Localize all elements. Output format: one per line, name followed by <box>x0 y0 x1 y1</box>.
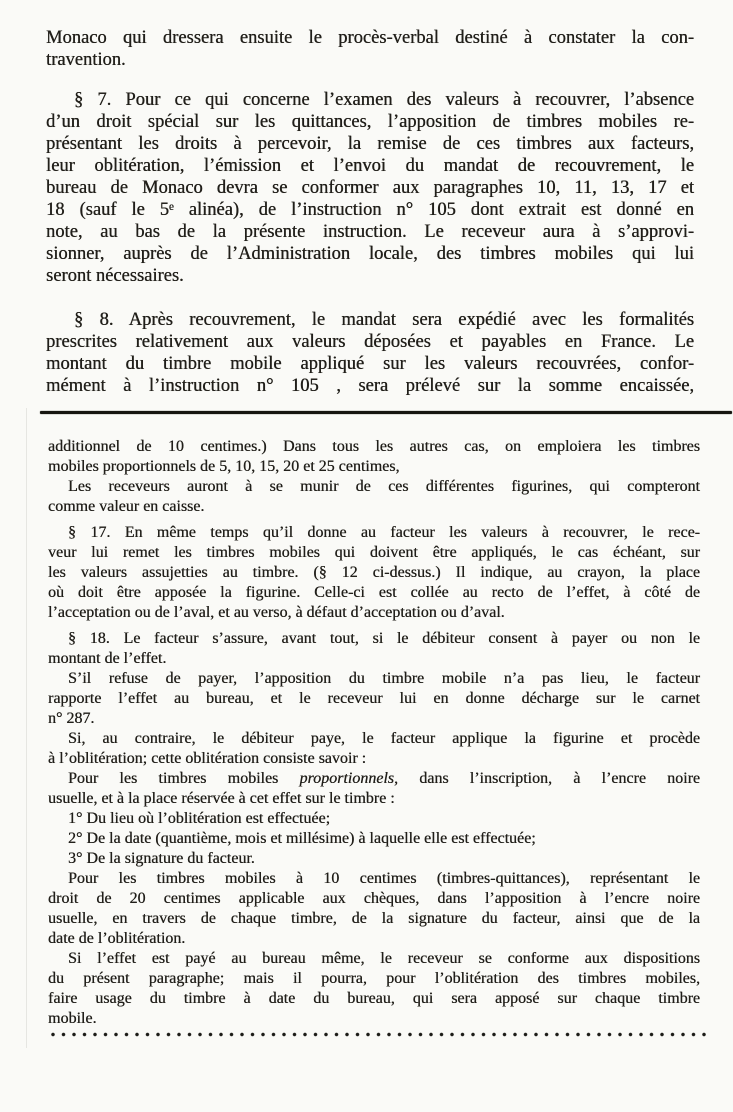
text-line: Pour les timbres mobiles à 10 centimes (timbres-quittances), représentant le <box>68 870 700 887</box>
footnote-block <box>48 437 700 1029</box>
text-line: § 17. En même temps qu’il donne au facteur les valeurs à recouvrer, le rece- <box>68 524 700 541</box>
text-line: additionnel de 10 centimes.) Dans tous les autres cas, on emploiera les timbres <box>48 438 700 455</box>
footnote-item-1 <box>48 809 700 829</box>
text-line: leur oblitération, l’émission et l’envoi du mandat de recouvrement, le <box>46 156 694 176</box>
text-line: seront nécessaires. <box>46 266 184 286</box>
text-line: les valeurs assujetties au timbre. (§ 12 ci-dessus.) Il indique, au crayon, la place <box>48 564 700 581</box>
text-line: droit de 20 centimes applicable aux chèques, dans l’apposition à l’encre noire <box>48 890 700 907</box>
text-line: d’un droit spécial sur les quittances, l’apposition de timbres mobiles re- <box>46 112 694 132</box>
text-line: comme valeur en caisse. <box>48 498 205 515</box>
footnote-paragraph-bureau <box>48 949 700 1029</box>
text-line: prescrites relativement aux valeurs déposées et payables en France. Le <box>46 332 694 352</box>
footnote-paragraph-receveurs <box>48 477 700 517</box>
text-line: 2° De la date (quantième, mois et millésime) à laquelle elle est effectuée; <box>68 830 536 847</box>
footnote-paragraph-proportionnels <box>48 769 700 809</box>
text-line: Si, au contraire, le débiteur paye, le facteur applique la figurine et procède <box>68 730 700 747</box>
paragraph-section-7 <box>46 89 694 287</box>
text-line: Si l’effet est payé au bureau même, le receveur se conforme aux dispositions <box>68 950 700 967</box>
scan-artifact-line <box>26 408 27 1048</box>
text-line: où doit être apposée la figurine. Celle-ci est collée au recto de l’effet, à côté de <box>48 584 700 601</box>
text-line: § 8. Après recouvrement, le mandat sera expédié avec les formalités <box>74 310 694 330</box>
text-line: mobiles proportionnels de 5, 10, 15, 20 et 25 centimes, <box>48 458 400 475</box>
dotted-separator <box>50 1030 712 1039</box>
text-line: 18 (sauf le 5ᵉ alinéa), de l’instruction n° 105 dont extrait est donné en <box>46 200 694 220</box>
text-line: l’acceptation ou de l’aval, et au verso, à défaut d’acceptation ou d’aval. <box>48 604 505 621</box>
footnote-paragraph-timbres-quittances <box>48 869 700 949</box>
text-line: du présent paragraphe; mais il pourra, pour l’oblitération des timbres mobiles, <box>48 970 700 987</box>
text-line <box>48 769 700 789</box>
text-line: rapporte l’effet au bureau, et le receveur lui en donne décharge sur le carnet <box>48 690 700 707</box>
text-line: 1° Du lieu où l’oblitération est effectuée; <box>68 810 331 827</box>
text-line: usuelle, et à la place réservée à cet effet sur le timbre : <box>48 790 395 807</box>
text-line: veur lui remet les timbres mobiles qui doivent être appliqués, le cas échéant, sur <box>48 544 700 561</box>
footnote-item-2 <box>48 829 700 849</box>
text-segment: dans l’inscription, à l’encre noire <box>398 770 701 787</box>
text-line: date de l’oblitération. <box>48 930 186 947</box>
text-line: S’il refuse de payer, l’apposition du timbre mobile n’a pas lieu, le facteur <box>68 670 700 687</box>
footnote-paragraph-section-18 <box>48 629 700 669</box>
text-line: bureau de Monaco devra se conformer aux paragraphes 10, 11, 13, 17 et <box>46 178 694 198</box>
text-line: usuelle, en travers de chaque timbre, de la signature du facteur, ainsi que de la <box>48 910 700 927</box>
paragraph-continuation <box>46 27 694 71</box>
text-line: 3° De la signature du facteur. <box>68 850 255 867</box>
text-line: sionner, auprès de l’Administration locale, des timbres mobiles qui lui <box>46 244 694 264</box>
text-segment: Pour les timbres mobiles <box>68 770 300 787</box>
text-line: n° 287. <box>48 710 95 727</box>
text-line: mément à l’instruction n° 105 , sera prélevé sur la somme encaissée, <box>46 376 694 396</box>
text-line: Monaco qui dressera ensuite le procès-verbal destiné à constater la con- <box>46 28 694 48</box>
footnote-paragraph-paiement <box>48 729 700 769</box>
text-line: travention. <box>46 50 126 70</box>
text-line: note, au bas de la présente instruction. Le receveur aura à s’approvi- <box>46 222 694 242</box>
text-line: à l’oblitération; cette oblitération consiste savoir : <box>48 750 367 767</box>
footnote-paragraph-continuation <box>48 437 700 477</box>
main-text-block <box>46 27 694 397</box>
text-line: montant de l’effet. <box>48 650 167 667</box>
text-line: montant du timbre mobile appliqué sur les valeurs recouvrées, confor- <box>46 354 694 374</box>
text-line: Les receveurs auront à se munir de ces différentes figurines, qui compteront <box>68 478 700 495</box>
text-line: présentant les droits à percevoir, la remise de ces timbres aux facteurs, <box>46 134 694 154</box>
italic-text-segment: proportionnels, <box>299 770 399 787</box>
text-line: faire usage du timbre à date du bureau, qui sera apposé sur chaque timbre <box>48 990 700 1007</box>
footnote-separator-rule <box>40 411 732 414</box>
text-line: mobile. <box>48 1010 97 1027</box>
paragraph-section-8 <box>46 309 694 397</box>
text-line: § 18. Le facteur s’assure, avant tout, si le débiteur consent à payer ou non le <box>68 630 700 647</box>
footnote-paragraph-refus <box>48 669 700 729</box>
footnote-paragraph-section-17 <box>48 523 700 623</box>
text-line: § 7. Pour ce qui concerne l’examen des valeurs à recouvrer, l’absence <box>74 90 694 110</box>
footnote-item-3 <box>48 849 700 869</box>
